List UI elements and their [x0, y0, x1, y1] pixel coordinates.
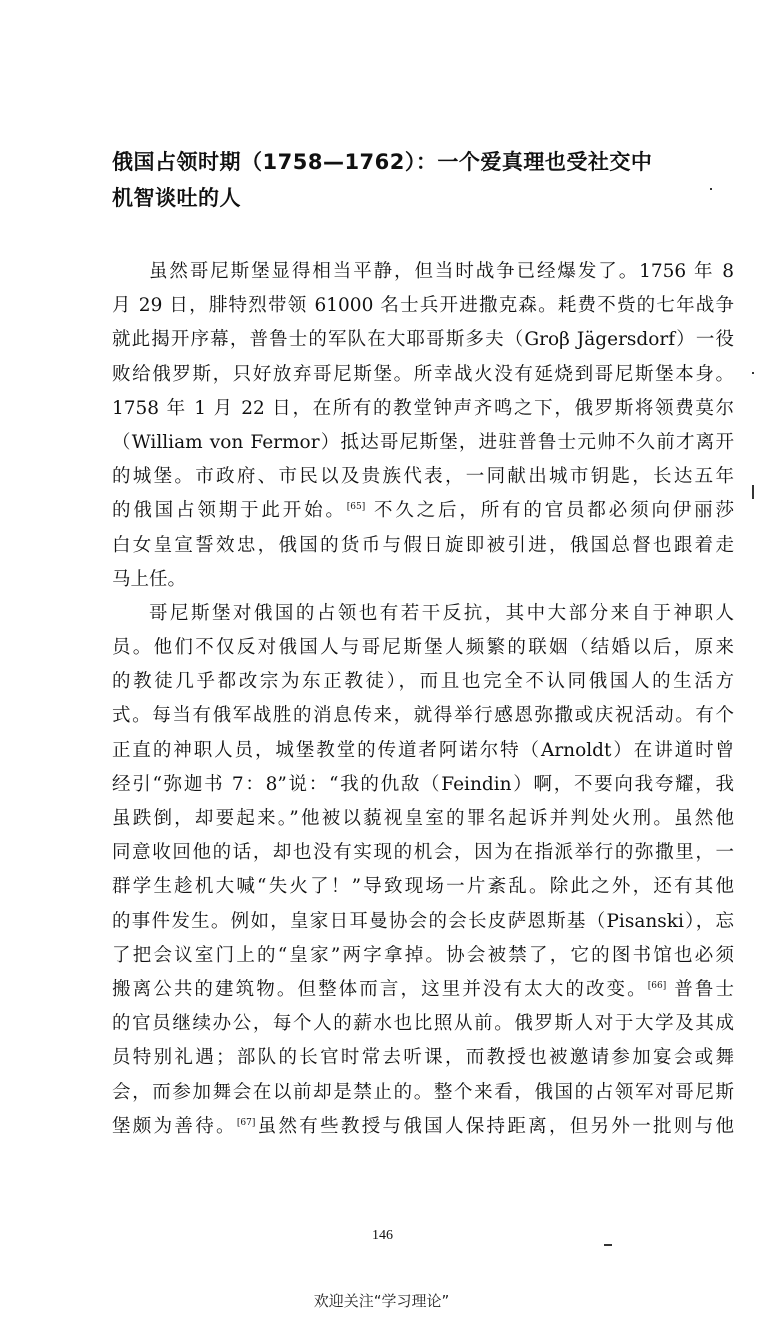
chapter-title-line-1: 俄国占领时期（1758—1762）：一个爱真理也受社交中: [112, 150, 653, 174]
paragraph-2-line-4: 式。每当有俄军战胜的消息传来，就得举行感恩弥撒或庆祝活动。有个: [112, 705, 734, 727]
scan-artifact-dot: [710, 188, 712, 190]
paragraph-2-line-8: 同意收回他的话，却也没有实现的机会，因为在指派举行的弥撒里，一: [112, 842, 734, 864]
paragraph-2-line-11: 了把会议室门上的“皇家”两字拿掉。协会被禁了，它的图书馆也必须: [112, 944, 734, 966]
paragraph-2-line-13: 的官员继续办公，每个人的薪水也比照从前。俄罗斯人对于大学及其成: [112, 1013, 734, 1035]
scan-artifact-mark: [752, 485, 754, 499]
page-number: 146: [372, 1228, 393, 1243]
paragraph-2-line-12: [112, 973, 734, 1007]
scan-artifact-dot: [752, 372, 754, 374]
paragraph-1-line-8-text: 的俄国占领期于此开始。: [112, 500, 347, 522]
paragraph-2-line-5: 正直的神职人员，城堡教堂的传道者阿诺尔特（Arnoldt）在讲道时曾: [112, 739, 734, 761]
paragraph-2-line-16-cont: 虽然有些教授与俄国人保持距离，但另外一批则与他: [255, 1115, 734, 1137]
chapter-title-line-2: 机智谈吐的人: [112, 186, 241, 210]
footer-note: 欢迎关注“学习理论”: [313, 1292, 450, 1310]
scan-artifact-mark: [604, 1244, 612, 1246]
paragraph-2-line-15: 会，而参加舞会在以前却是禁止的。整个来看，俄国的占领军对哥尼斯: [112, 1081, 734, 1103]
paragraph-1-line-10: 马上任。: [112, 568, 187, 590]
paragraph-2-line-9: 群学生趁机大喊“失火了！”导致现场一片紊乱。除此之外，还有其他: [112, 876, 734, 898]
footnote-ref-67: [67]: [236, 1117, 256, 1128]
paragraph-2-line-6: 经引“弥迦书 7：8”说：“我的仇敌（Feindin）啊，不要向我夸耀，我: [112, 773, 734, 795]
paragraph-2-line-2: 员。他们不仅反对俄国人与哥尼斯堡人频繁的联姻（结婚以后，原来: [112, 637, 734, 659]
paragraph-2-line-1: 哥尼斯堡对俄国的占领也有若干反抗，其中大部分来自于神职人: [149, 602, 734, 624]
body-text: [112, 255, 734, 1144]
paragraph-1-line-6: （William von Fermor）抵达哥尼斯堡，进驻普鲁士元帅不久前才离开: [112, 431, 734, 453]
paragraph-1-line-9: 白女皇宣誓效忠，俄国的货币与假日旋即被引进，俄国总督也跟着走: [112, 534, 734, 556]
paragraph-1-line-1: 虽然哥尼斯堡显得相当平静，但当时战争已经爆发了。1756 年 8: [149, 261, 734, 282]
paragraph-2-line-3: 的教徒几乎都改宗为东正教徒），而且也完全不认同俄国人的生活方: [112, 671, 734, 693]
paragraph-2-line-14: 员特别礼遇；部队的长官时常去听课，而教授也被邀请参加宴会或舞: [112, 1047, 734, 1069]
paragraph-1-line-5: 1758 年 1 月 22 日，在所有的教堂钟声齐鸣之下，俄罗斯将领费莫尔: [112, 397, 734, 419]
paragraph-1-line-2: 月 29 日，腓特烈带领 61000 名士兵开进撒克森。耗费不赀的七年战争: [112, 295, 734, 317]
paragraph-2-line-12-text: 搬离公共的建筑物。但整体而言，这里并没有太大的改变。: [112, 978, 648, 1000]
footnote-ref-65: [65]: [346, 502, 366, 513]
paragraph-1-line-8: [112, 494, 734, 528]
paragraph-2-line-12-cont: 普鲁士: [674, 978, 734, 1000]
footnote-ref-66: [66]: [647, 980, 667, 991]
paragraph-2-line-16-text: 堡颇为善待。: [112, 1115, 237, 1137]
paragraph-2-line-7: 虽跌倒，却要起来。”他被以藐视皇室的罪名起诉并判处火刑。虽然他: [112, 808, 734, 829]
paragraph-1-line-8-cont: 不久之后，所有的官员都必须向伊丽莎: [374, 500, 734, 522]
paragraph-1-line-3: 就此揭开序幕，普鲁士的军队在大耶哥斯多夫（Groβ Jägersdorf）一役: [112, 329, 734, 351]
paragraph-1-line-7: 的城堡。市政府、市民以及贵族代表，一同献出城市钥匙，长达五年: [112, 466, 734, 488]
paragraph-1-line-4: 败给俄罗斯，只好放弃哥尼斯堡。所幸战火没有延烧到哥尼斯堡本身。: [112, 363, 734, 385]
chapter-title: [112, 144, 712, 216]
paragraph-2-line-16: [112, 1110, 734, 1144]
paragraph-2-line-10: 的事件发生。例如，皇家日耳曼协会的会长皮萨恩斯基（Pisanski），忘: [112, 910, 734, 932]
